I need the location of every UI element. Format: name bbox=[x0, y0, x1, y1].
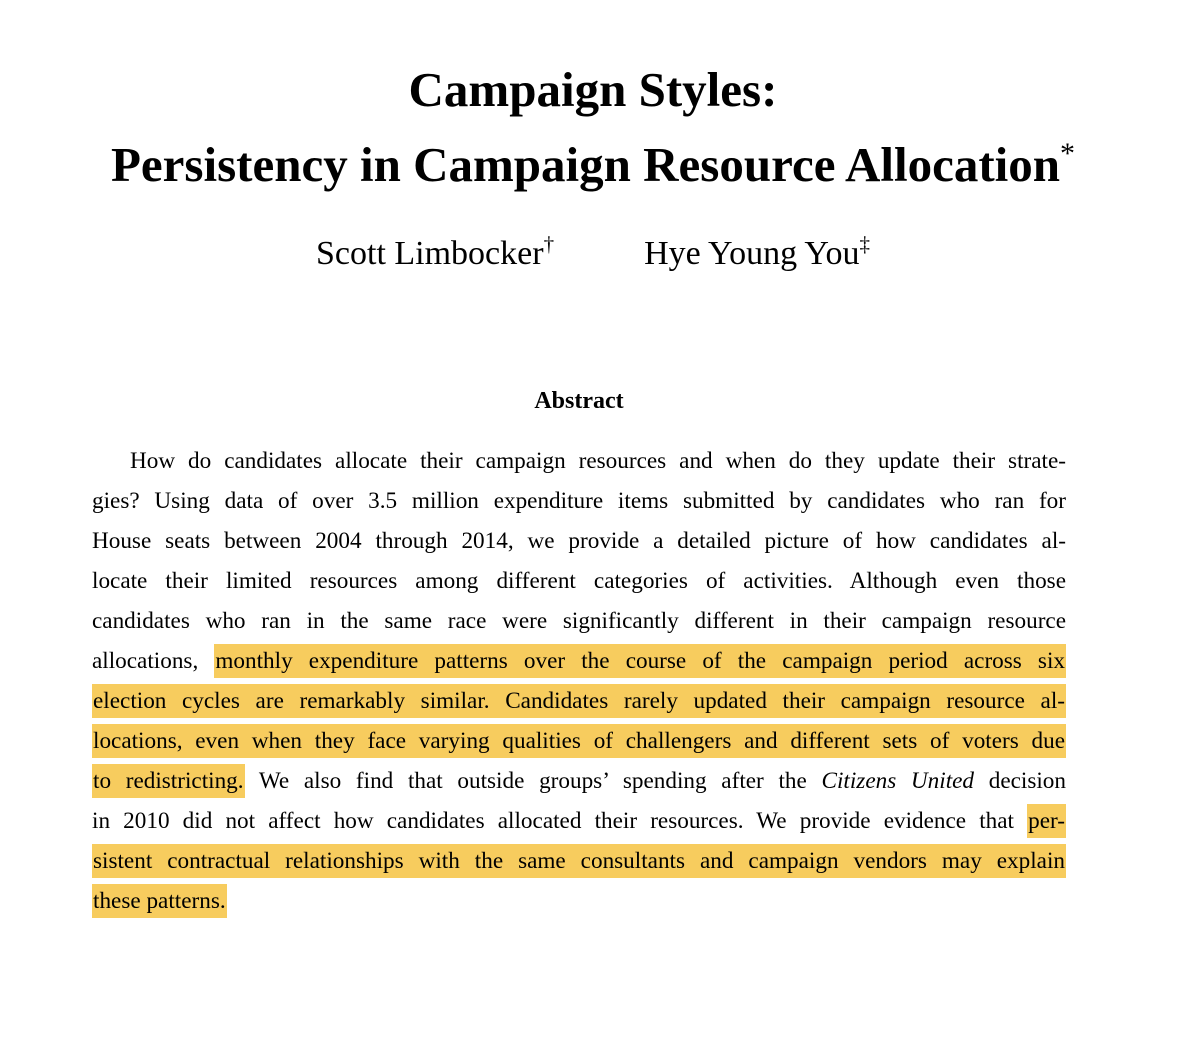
abstract-line bbox=[92, 801, 1066, 841]
author-list bbox=[0, 232, 1186, 276]
abstract-line bbox=[92, 561, 1066, 601]
author-1 bbox=[316, 232, 554, 276]
author-2 bbox=[644, 232, 870, 276]
title-footnote-mark: * bbox=[1060, 137, 1076, 170]
abstract-line bbox=[92, 521, 1066, 561]
abstract-line bbox=[92, 681, 1066, 721]
title-line-1: Campaign Styles: bbox=[408, 62, 778, 117]
highlighted-text: per- bbox=[1027, 804, 1066, 838]
author-2-name: Hye Young You bbox=[644, 235, 860, 272]
abstract-text: How do candidates allocate their campaign resources and when do they update their strate- bbox=[130, 448, 1066, 474]
highlighted-text: locations, even when they face varying qualities of challengers and different sets of voters due bbox=[92, 724, 1066, 758]
abstract-text: locate their limited resources among different categories of activities. Although even those bbox=[92, 568, 1066, 594]
abstract-line bbox=[92, 641, 1066, 681]
title-line-2 bbox=[0, 127, 1186, 202]
highlighted-text: these patterns. bbox=[92, 884, 227, 918]
abstract-line bbox=[92, 481, 1066, 521]
abstract-line bbox=[92, 721, 1066, 761]
highlighted-text: sistent contractual relationships with the same consultants and campaign vendors may explain bbox=[92, 844, 1066, 878]
abstract-text: We also find that outside groups’ spending after the bbox=[244, 768, 822, 794]
abstract-text: in 2010 did not affect how candidates allocated their resources. We provide evidence that bbox=[92, 808, 1028, 834]
abstract-line bbox=[92, 841, 1066, 881]
author-2-footnote-mark: ‡ bbox=[859, 232, 870, 256]
abstract-body bbox=[92, 441, 1066, 921]
abstract-line bbox=[92, 441, 1066, 481]
abstract-line bbox=[92, 601, 1066, 641]
title-line-2-text: Persistency in Campaign Resource Allocation bbox=[110, 137, 1061, 192]
abstract-text: allocations, bbox=[92, 648, 215, 674]
highlighted-text: election cycles are remarkably similar. Candidates rarely updated their campaign resource al- bbox=[92, 684, 1066, 718]
abstract-text: House seats between 2004 through 2014, we provide a detailed picture of how candidates al- bbox=[92, 528, 1066, 554]
abstract-heading: Abstract bbox=[534, 388, 624, 414]
abstract-text: decision bbox=[974, 768, 1066, 794]
italic-case-name: Citizens United bbox=[821, 768, 975, 794]
author-1-name: Scott Limbocker bbox=[316, 235, 544, 272]
abstract-text: candidates who ran in the same race were significantly different in their campaign resource bbox=[92, 608, 1066, 634]
abstract-line bbox=[92, 881, 1066, 921]
paper-title bbox=[0, 52, 1186, 202]
abstract-text: gies? Using data of over 3.5 million expenditure items submitted by candidates who ran for bbox=[92, 488, 1066, 514]
highlighted-text: to redistricting. bbox=[92, 764, 245, 798]
highlighted-text: monthly expenditure patterns over the course of the campaign period across six bbox=[214, 644, 1066, 678]
abstract-line bbox=[92, 761, 1066, 801]
author-1-footnote-mark: † bbox=[543, 232, 555, 256]
